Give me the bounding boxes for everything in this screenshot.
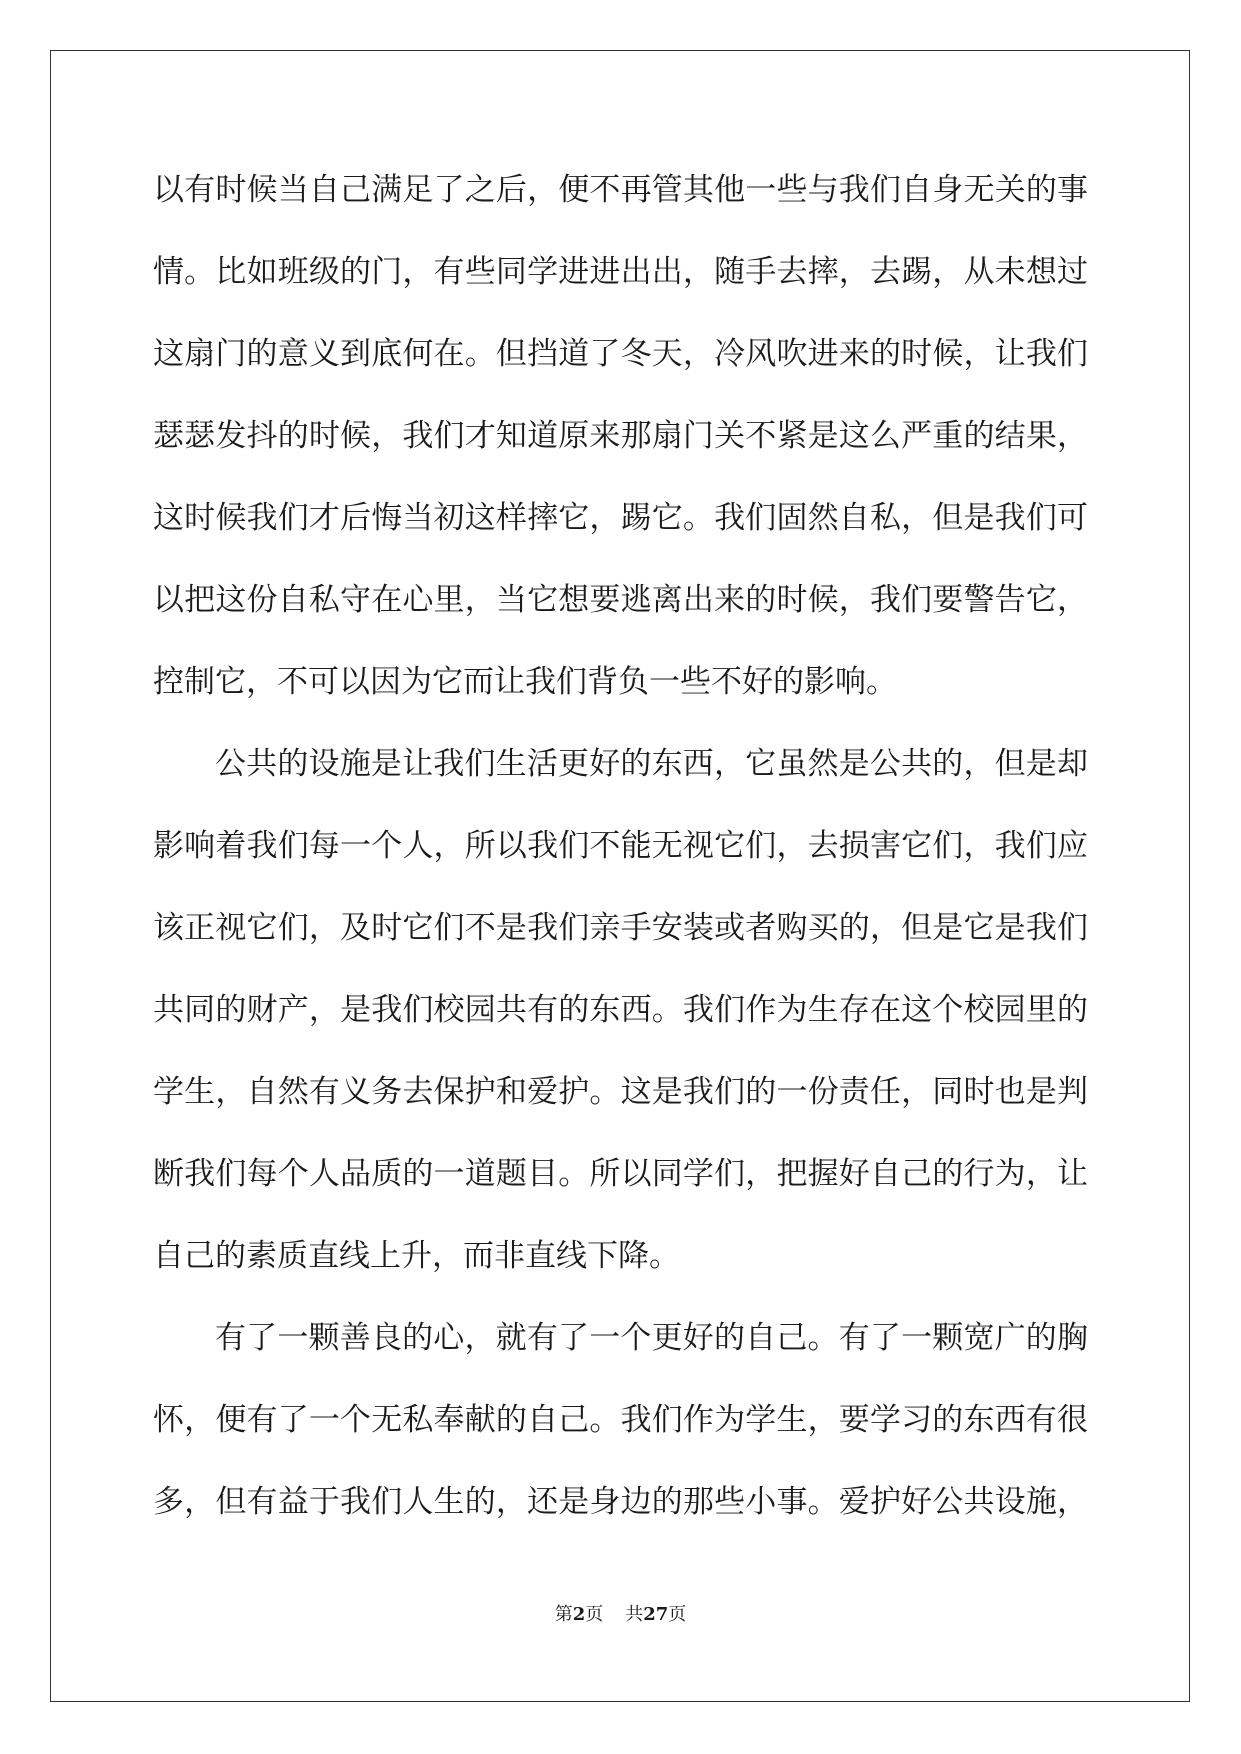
paragraph-first-line: 公共的设施是让我们生活更好的东西，它虽然是公共的，但是却 xyxy=(215,746,1088,782)
text-line: 瑟瑟发抖的时候，我们才知道原来那扇门关不紧是这么严重的结果， xyxy=(153,418,1088,454)
text-line: 共同的财产，是我们校园共有的东西。我们作为生存在这个校园里的 xyxy=(153,992,1088,1028)
text-line: 该正视它们，及时它们不是我们亲手安装或者购买的，但是它是我们 xyxy=(153,910,1088,946)
page-total: 27 xyxy=(643,1604,669,1625)
document-body xyxy=(153,158,1088,1552)
text-line: 这时候我们才后悔当初这样摔它，踢它。我们固然自私，但是我们可 xyxy=(153,500,1088,536)
total-suffix: 页 xyxy=(668,1604,687,1625)
page-suffix: 页 xyxy=(585,1604,604,1625)
page-prefix: 第 xyxy=(554,1604,573,1625)
page-current: 2 xyxy=(572,1604,586,1625)
paragraph-first-line: 有了一颗善良的心，就有了一个更好的自己。有了一颗宽广的胸 xyxy=(215,1320,1088,1356)
text-line: 控制它，不可以因为它而让我们背负一些不好的影响。 xyxy=(153,664,897,700)
text-line: 影响着我们每一个人，所以我们不能无视它们，去损害它们，我们应 xyxy=(153,828,1088,864)
text-line: 多，但有益于我们人生的，还是身边的那些小事。爱护好公共设施， xyxy=(153,1484,1088,1520)
text-line: 断我们每个人品质的一道题目。所以同学们，把握好自己的行为，让 xyxy=(153,1156,1088,1192)
text-line: 情。比如班级的门，有些同学进进出出，随手去摔，去踢，从未想过 xyxy=(153,254,1088,290)
total-prefix: 共 xyxy=(625,1604,644,1625)
page-footer xyxy=(0,1600,1241,1626)
text-line: 学生，自然有义务去保护和爱护。这是我们的一份责任，同时也是判 xyxy=(153,1074,1088,1110)
text-line: 这扇门的意义到底何在。但挡道了冬天，冷风吹进来的时候，让我们 xyxy=(153,336,1088,372)
text-line: 以有时候当自己满足了之后，便不再管其他一些与我们自身无关的事 xyxy=(153,172,1088,208)
text-line: 以把这份自私守在心里，当它想要逃离出来的时候，我们要警告它， xyxy=(153,582,1088,618)
text-line: 怀，便有了一个无私奉献的自己。我们作为学生，要学习的东西有很 xyxy=(153,1402,1088,1438)
text-line: 自己的素质直线上升，而非直线下降。 xyxy=(153,1238,680,1274)
